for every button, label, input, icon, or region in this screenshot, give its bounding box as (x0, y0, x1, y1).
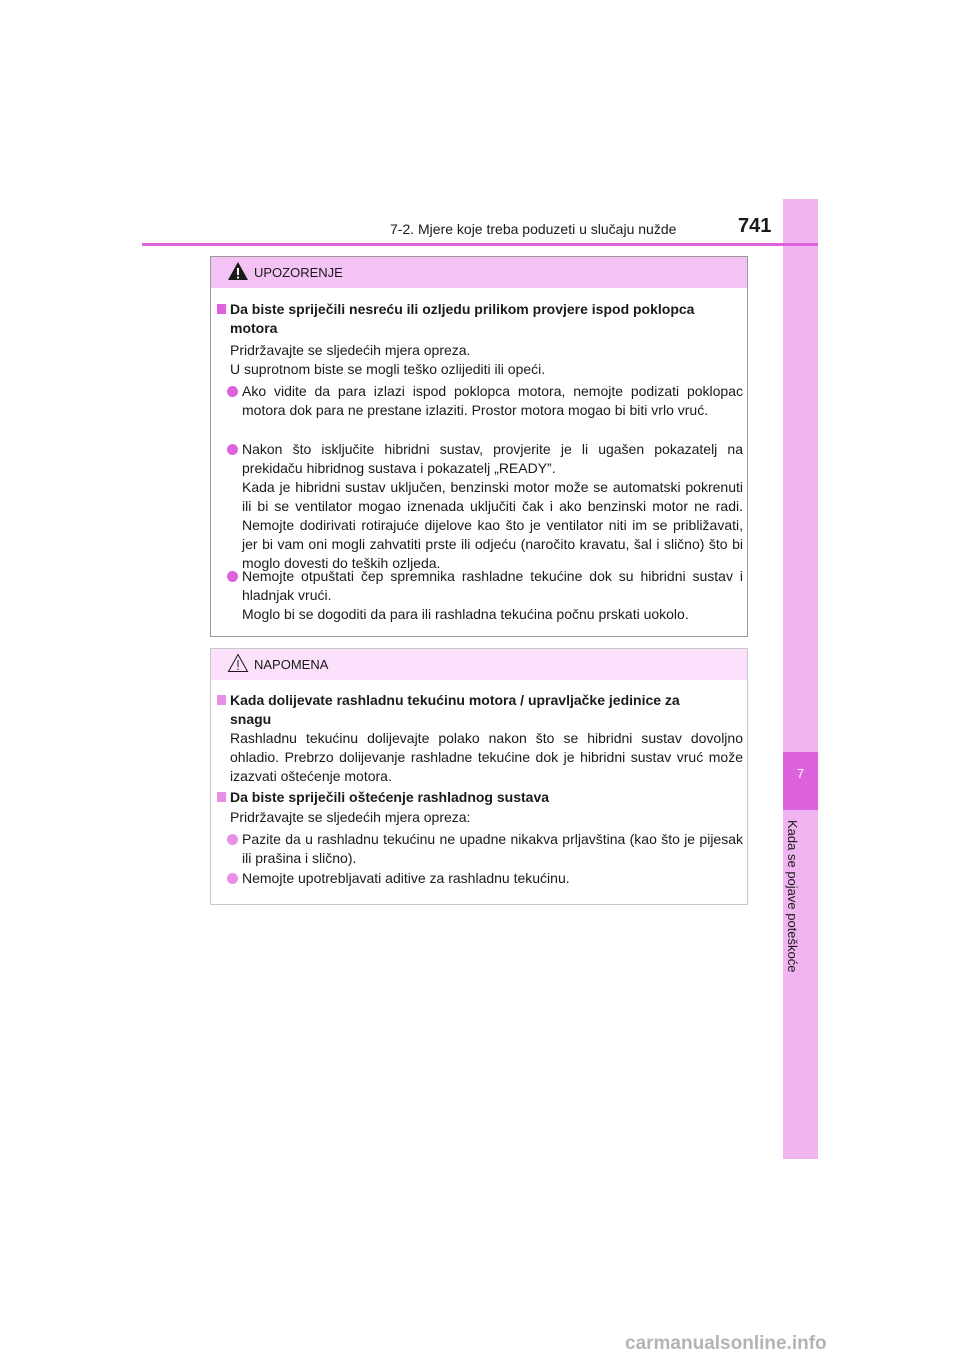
list-item: Pazite da u rashladnu tekućinu ne upadne nikakva prljavština (kao što je pijesak ili prašina i slično). (227, 830, 743, 868)
square-bullet-icon (217, 304, 226, 314)
warning-label: UPOZORENJE (254, 265, 343, 280)
notice-box-header (211, 649, 747, 680)
warning-triangle-icon (227, 261, 249, 286)
square-bullet-icon (217, 695, 226, 705)
list-item: Nemojte otpuštati čep spremnika rashladne tekućine dok su hibridni sustav i hladnjak vrući. Moglo bi se dogoditi da para ili rashladna tekućina počnu prskati uokolo. (227, 567, 743, 624)
chapter-number: 7 (796, 766, 805, 781)
notice-triangle-icon (227, 653, 249, 678)
watermark: carmanualsonline.info (625, 1333, 827, 1354)
list-item: Nakon što isključite hibridni sustav, provjerite je li ugašen pokazatelj na prekidaču hibridnog sustava i pokazatelj „READY”. Kada je hibridni sustav uključen, benzinski motor može se automatski pokrenuti ili bi se ventilator mogao iznenada uključiti čak i ako benzinski motor ne radi. Nemojte dodirivati rotirajuće dijelove kao što je ventilator niti im se približavati, jer bi vam oni mogli zahvatiti prste ili odjeću (naročito kravatu, šal i slično) što bi moglo dovesti do teških ozljeda. (227, 440, 743, 573)
circle-bullet-icon (227, 873, 238, 884)
chapter-title: Kada se pojave poteškoće (785, 820, 800, 973)
warning-box (210, 256, 748, 637)
notice-label: NAPOMENA (254, 657, 329, 672)
notice-paragraph-1: Rashladnu tekućinu dolijevajte polako nakon što se hibridni sustav dovoljno ohladio. Prebrzo dolijevanje rashladne tekućine dok je hibridni sustav vruć može izazvati oštećenje motora. (230, 730, 743, 784)
warning-intro-line2: U suprotnom biste se mogli teško ozlijediti ili opeći. (230, 361, 546, 377)
notice-heading-1: Kada dolijevate rashladnu tekućinu motora / upravljačke jedinice za snagu (217, 691, 743, 729)
list-item: Ako vidite da para izlazi ispod poklopca motora, nemojte podizati poklopac motora dok para ne prestane izlaziti. Prostor motora mogao bi biti vrlo vruć. (227, 382, 743, 420)
section-title: 7-2. Mjere koje treba poduzeti u slučaju nužde (390, 221, 677, 237)
warning-box-header (211, 257, 747, 288)
header-divider (142, 243, 818, 246)
circle-bullet-icon (227, 444, 238, 455)
warning-intro-line1: Pridržavajte se sljedećih mjera opreza. (230, 342, 471, 358)
circle-bullet-icon (227, 571, 238, 582)
circle-bullet-icon (227, 834, 238, 845)
square-bullet-icon (217, 792, 226, 802)
list-item: Nemojte upotrebljavati aditive za rashladnu tekućinu. (227, 869, 743, 888)
circle-bullet-icon (227, 386, 238, 397)
side-chapter-marker (783, 752, 818, 810)
page-number: 741 (738, 215, 772, 237)
notice-heading-2: Da biste spriječili oštećenje rashladnog sustava (217, 788, 743, 807)
side-chapter-tab (783, 199, 818, 1159)
notice-paragraph-2: Pridržavajte se sljedećih mjera opreza: (230, 809, 471, 825)
notice-box (210, 648, 748, 905)
warning-heading: Da biste spriječili nesreću ili ozljedu prilikom provjere ispod poklopca motora (217, 300, 743, 338)
